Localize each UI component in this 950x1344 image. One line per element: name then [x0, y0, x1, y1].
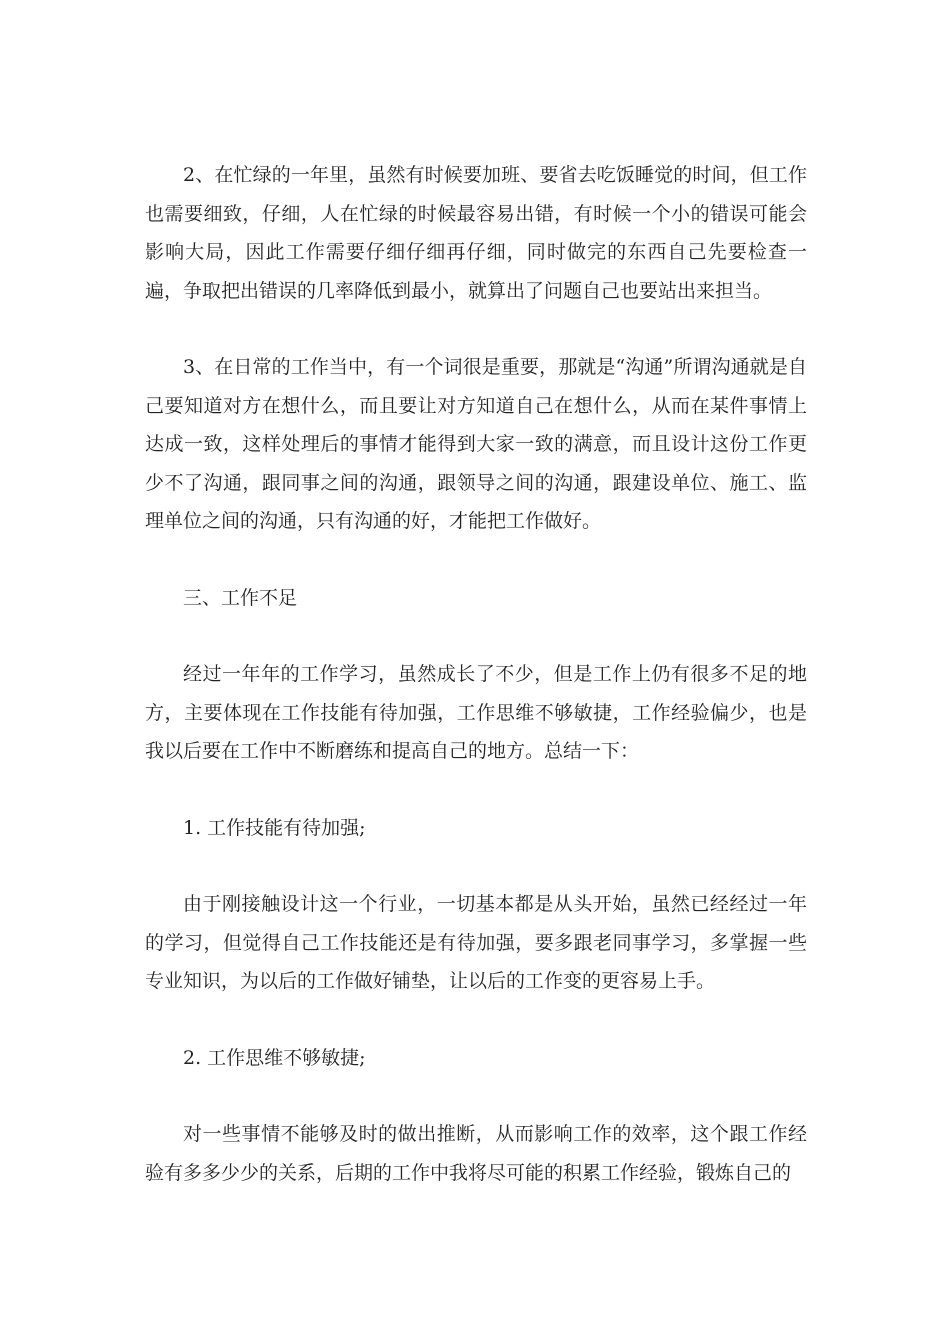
- subheading-skills: 1. 工作技能有待加强;: [183, 816, 366, 839]
- paragraph-communication: 3、在日常的工作当中，有一个词很是重要，那就是“沟通”所谓沟通就是自己要知道对方在想什么，而且要让对方知道自己在想什么，从而在某件事情上达成一致，这样处理后的事情才能得到大家一致的满意，而且设计这份工作更少不了沟通，跟同事之间的沟通，跟领导之间的沟通，跟建设单位、施工、监理单位之间的沟通，只有沟通的好，才能把工作做好。: [145, 356, 807, 532]
- paragraph-skills: 由于刚接触设计这一个行业，一切基本都是从头开始，虽然已经经过一年的学习，但觉得自己工作技能还是有待加强，要多跟老同事学习，多掌握一些专业知识，为以后的工作做好铺垫，让以后的工作变的更容易上手。: [145, 893, 807, 992]
- paragraph-shortcomings-summary: 经过一年年的工作学习，虽然成长了不少，但是工作上仍有很多不足的地方，主要体现在工作技能有待加强，工作思维不够敏捷，工作经验偏少，也是我以后要在工作中不断磨练和提高自己的地方。总结一下：: [145, 663, 807, 762]
- paragraph-communication-detail: 2、在忙绿的一年里，虽然有时候要加班、要省去吃饭睡觉的时间，但工作也需要细致，仔细，人在忙绿的时候最容易出错，有时候一个小的错误可能会影响大局，因此工作需要仔细仔细再仔细，同时做完的东西自己先要检查一遍，争取把出错误的几率降低到最小，就算出了问题自己也要站出来担当。: [145, 164, 807, 302]
- subheading-thinking: 2. 工作思维不够敏捷;: [183, 1046, 366, 1069]
- paragraph-thinking: 对一些事情不能够及时的做出推断，从而影响工作的效率，这个跟工作经验有多多少少的关系，后期的工作中我将尽可能的积累工作经验，锻炼自己的: [145, 1123, 807, 1184]
- section-heading-shortcomings: 三、工作不足: [183, 586, 298, 609]
- document-body: [145, 156, 807, 1230]
